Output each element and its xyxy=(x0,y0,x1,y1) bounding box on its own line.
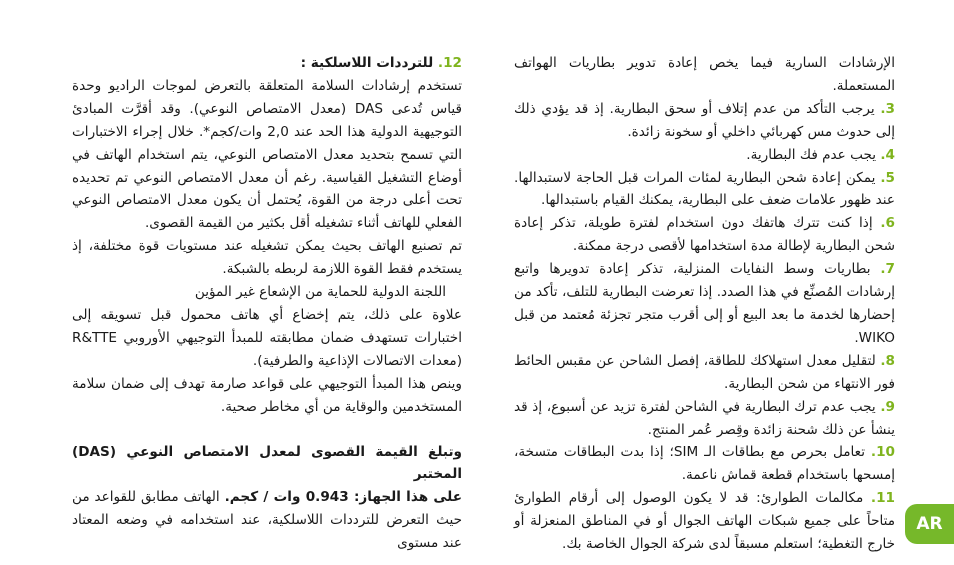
item-text: يمكن إعادة شحن البطارية لمئات المرات قبل الحاجة لاستبدالها. عند ظهور علامات ضعف على البطارية، يمكنك القيام باستبدالها. xyxy=(514,169,895,209)
item-number: 9. xyxy=(880,398,895,415)
section-title: للترددات اللاسلكية : xyxy=(300,55,438,71)
item-number: 3. xyxy=(880,100,895,117)
spacer xyxy=(72,419,462,441)
language-tab xyxy=(905,504,954,544)
item-text: يرجب التأكد من عدم إتلاف أو سحق البطارية. إذ قد يؤدي ذلك إلى حدوث مس كهربائي داخلي أو سخونة زائدة. xyxy=(514,100,895,140)
item-number: 4. xyxy=(880,146,895,163)
item-9 xyxy=(514,396,895,442)
item-3 xyxy=(514,98,895,144)
item-text: مكالمات الطوارئ: قد لا يكون الوصول إلى أرقام الطوارئ متاحاً على جميع شبكات الهاتف الجوال أو في المناطق المنعزلة أو خارج التغطية؛ استعلم مسبقاً لدى شركة الجوال الخاصة بك. xyxy=(514,490,895,553)
item-7 xyxy=(514,258,895,350)
paragraph-power: تم تصنيع الهاتف بحيث يمكن تشغيله عند مستويات قوة مختلفة، إذ يستخدم فقط القوة اللازمة لربطه بالشبكة. xyxy=(72,238,462,278)
left-text-column xyxy=(72,52,462,555)
language-label: AR xyxy=(916,514,943,534)
item-6 xyxy=(514,212,895,258)
item-text: إذا كنت تترك هاتفك دون استخدام لفترة طويلة، تذكر إعادة شحن البطارية لإطالة مدة استخدامها لأقصى درجة ممكنة. xyxy=(514,215,895,255)
section-heading xyxy=(72,52,462,75)
item-10 xyxy=(514,441,895,487)
item-text: بطاريات وسط النفايات المنزلية، تذكر إعادة تدويرها واتبع إرشادات المُصنِّع في هذا الصدد. إذا تعرضت البطارية للتلف، تأكد من إحضارها لخدمة ما بعد البيع أو إلى أقرب متجر تجزئة مُعتمد من قبل WIKO. xyxy=(514,261,895,346)
item-text: لتقليل معدل استهلاكك للطاقة، إفصل الشاحن عن مقبس الحائط فور الانتهاء من شحن البطارية. xyxy=(514,352,895,392)
item-number: 6. xyxy=(880,215,895,232)
section-number: 12. xyxy=(437,55,462,71)
paragraph-safety: وينص هذا المبدأ التوجيهي على قواعد صارمة تهدف إلى ضمان سلامة المستخدمين والوقاية من أي مخاطر صحية. xyxy=(72,375,462,415)
item-5 xyxy=(514,167,895,213)
item-number: 11. xyxy=(870,490,895,507)
item-number: 8. xyxy=(880,352,895,369)
intro-line: الإرشادات السارية فيما يخص إعادة تدوير بطاريات الهواتف المستعملة. xyxy=(514,55,895,94)
item-text: يجب عدم فك البطارية. xyxy=(746,146,881,163)
item-11 xyxy=(514,487,895,556)
right-text-column xyxy=(514,52,895,556)
paragraph-rtte: علاوة على ذلك، يتم إخضاع أي هاتف محمول قبل تسويقه إلى اختبارات تستهدف ضمان مطابقته للمبدأ التوجيهي الأوروبي R&TTE (معدات الاتصالات الإذاعية والطرفية). xyxy=(72,306,462,369)
item-number: 10. xyxy=(870,444,895,461)
das-tail: الهاتف مطابق للقواعد من حيث التعرض للترددات اللاسلكية، عند استخدامه في وضعه المعتاد عند مستوى xyxy=(72,489,462,552)
item-text: تعامل بحرص مع بطاقات الـ SIM؛ إذا بدت البطاقات متسخة، إمسحها باستخدام قطعة قماش ناعمة. xyxy=(514,444,895,484)
item-number: 7. xyxy=(880,261,895,278)
das-value: على هذا الجهاز: 0.943 وات / كجم. xyxy=(224,489,462,506)
item-8 xyxy=(514,350,895,396)
das-value-paragraph xyxy=(72,486,462,555)
paragraph-das: تستخدم إرشادات السلامة المتعلقة بالتعرض لموجات الراديو وحدة قياس تُدعى DAS (معدل الامتصاص النوعي). وقد أقرَّت المبادئ التوجيهية الدولية هذا الحد عند 2,0 وات/كجم*. خلال إجراء الاختبارات التي تسمح بتحديد معدل الامتصاص النوعي، يتم استخدام الهاتف في أوضاع التشغيل القياسية. رغم أن معدل الامتصاص النوعي تم تحديده تحت أعلى درجة من القوة، يُحتمل أن يكون معدل الامتصاص النوعي الفعلي للهاتف أثناء تشغيله أقل بكثير من القيمة القصوى. xyxy=(72,77,462,232)
item-text: يجب عدم ترك البطارية في الشاحن لفترة تزيد عن أسبوع، إذ قد ينشأ عن ذلك شحنة زائدة وقِصر عُمر المنتج. xyxy=(514,398,895,438)
item-4 xyxy=(514,144,895,167)
item-number: 5. xyxy=(880,169,895,186)
footnote-icnirp: اللجنة الدولية للحماية من الإشعاع غير المؤين xyxy=(194,284,446,301)
das-heading: وتبلغ القيمة القصوى لمعدل الامتصاص النوعي (DAS) المختبر xyxy=(72,443,462,483)
